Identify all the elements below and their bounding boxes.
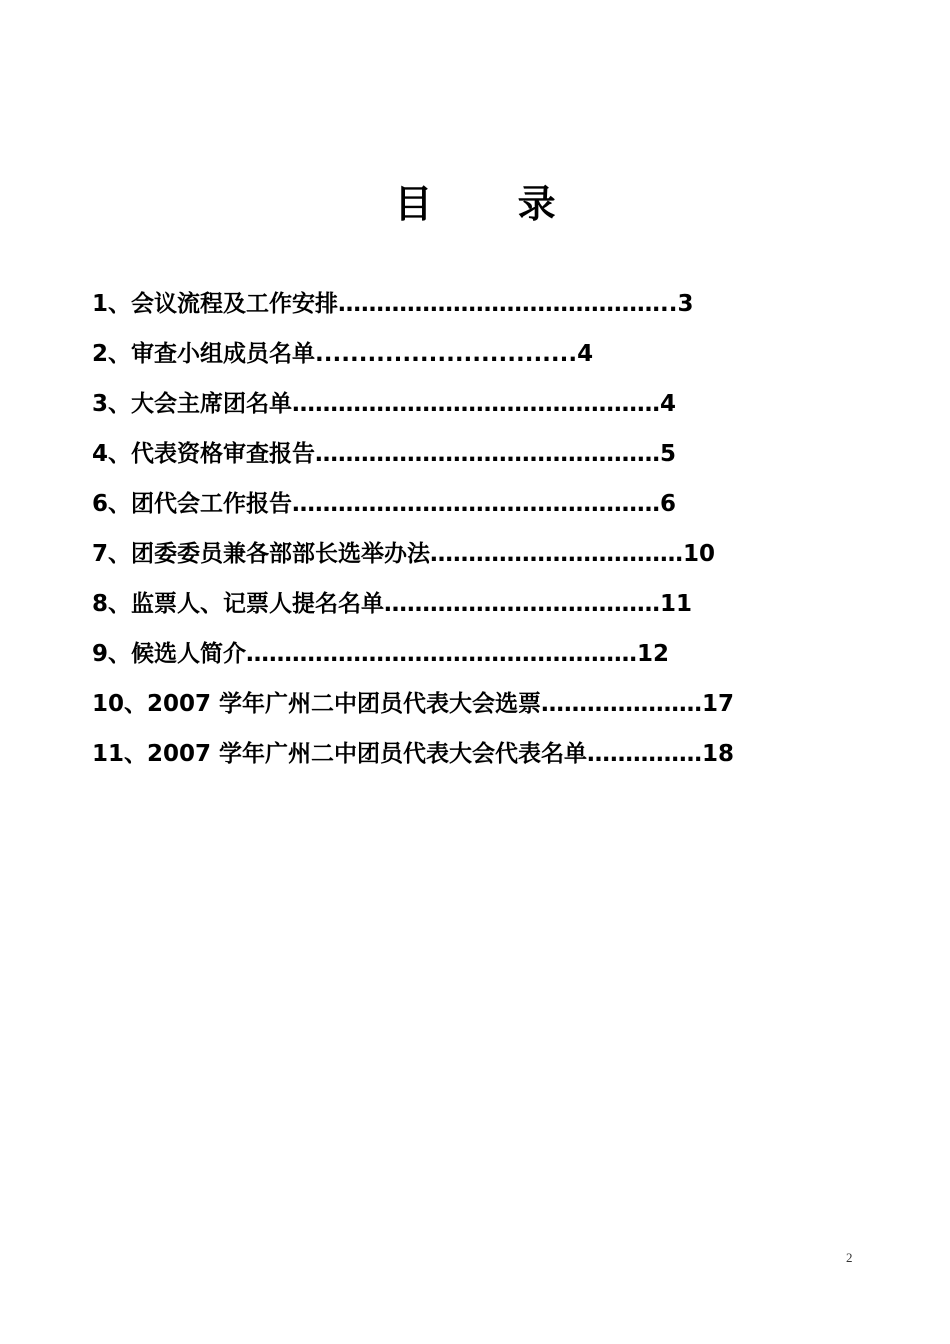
- toc-entry-text: 3、大会主席团名单: [92, 391, 293, 417]
- toc-page-number: 11: [660, 591, 693, 617]
- toc-leader: …………………………………………: [292, 491, 661, 517]
- toc-entry-text: 8、监票人、记票人提名名单: [92, 591, 385, 617]
- table-of-contents: [92, 283, 734, 783]
- toc-leader: ………………………………………: [315, 441, 661, 467]
- toc-leader: ……………………………………..: [338, 291, 678, 317]
- toc-entry: [92, 533, 734, 583]
- toc-entry-text: 9、候选人简介: [92, 641, 247, 667]
- toc-leader: ………………………………: [384, 591, 661, 617]
- toc-entry: [92, 333, 734, 383]
- toc-page-number: 10: [683, 541, 716, 567]
- page-number: 2: [846, 1250, 853, 1265]
- toc-entry: [92, 733, 734, 783]
- toc-entry-text: 7、团委委员兼各部部长选举办法: [92, 541, 431, 567]
- toc-page-number: 12: [637, 641, 670, 667]
- toc-entry: [92, 633, 734, 683]
- toc-entry-text: 1、会议流程及工作安排: [92, 291, 339, 317]
- toc-leader: ……………………………: [430, 541, 684, 567]
- toc-page-number: 18: [702, 741, 735, 767]
- toc-entry: [92, 483, 734, 533]
- toc-page-number: 3: [677, 291, 694, 317]
- toc-page-number: 6: [660, 491, 677, 517]
- toc-leader: …………………………………………: [292, 391, 661, 417]
- toc-leader: ……………: [587, 741, 703, 767]
- toc-entry: [92, 583, 734, 633]
- toc-entry: [92, 683, 734, 733]
- toc-leader: ……………………………………………: [246, 641, 638, 667]
- toc-entry: [92, 433, 734, 483]
- toc-entry-text: 11、2007 学年广州二中团员代表大会代表名单: [92, 741, 588, 767]
- toc-page-number: 17: [702, 691, 735, 717]
- toc-page-number: 4: [660, 391, 677, 417]
- toc-page-number: 4: [577, 341, 594, 367]
- toc-entry: [92, 283, 734, 333]
- toc-title: 目 录: [394, 182, 592, 226]
- toc-entry-text: 6、团代会工作报告: [92, 491, 293, 517]
- toc-entry-text: 4、代表资格审查报告: [92, 441, 316, 467]
- toc-entry-text: 2、审查小组成员名单: [92, 341, 316, 367]
- toc-leader: ..............................: [315, 341, 578, 367]
- toc-page-number: 5: [660, 441, 677, 467]
- toc-leader: …………………: [541, 691, 703, 717]
- toc-entry: [92, 383, 734, 433]
- toc-entry-text: 10、2007 学年广州二中团员代表大会选票: [92, 691, 542, 717]
